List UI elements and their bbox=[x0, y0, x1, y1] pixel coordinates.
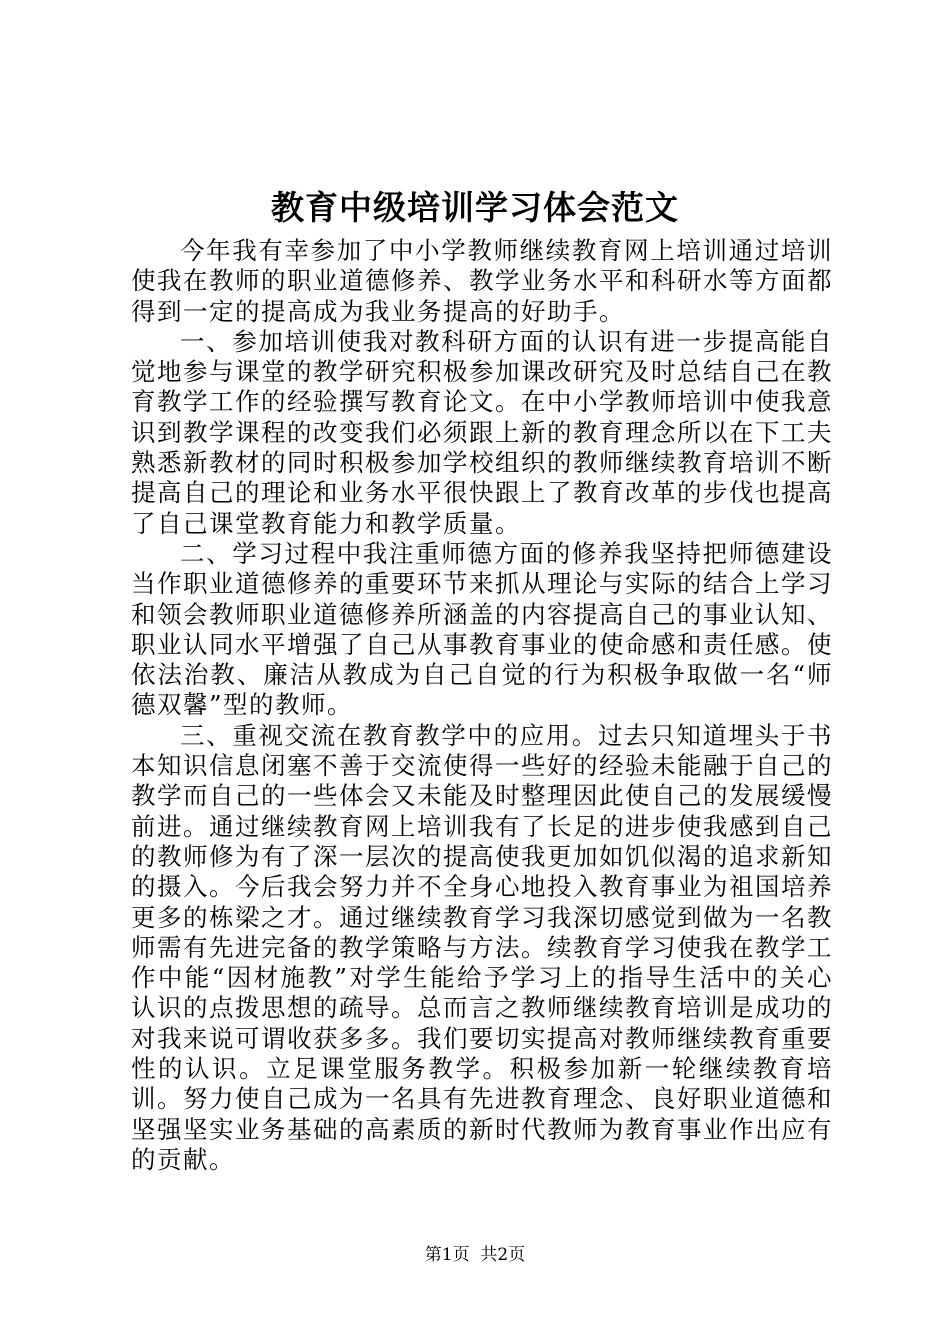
page-number: 第1页 bbox=[424, 1245, 470, 1265]
document-title: 教育中级培训学习体会范文 bbox=[271, 188, 679, 227]
paragraph-section-1: 一、参加培训使我对教科研方面的认识有进一步提高能自觉地参与课堂的教学研究积极参加课改研究及时总结自己在教育教学工作的经验撰写教育论文。在中小学教师培训中使我意识到教学课程的改变我们必须跟上新的教育理念所以在下工夫熟悉新教材的同时积极参加学校组织的教师继续教育培训不断提高自己的理论和业务水平很快跟上了教育改革的步伐也提高了自己课堂教育能力和教学质量。 bbox=[131, 326, 833, 538]
paragraph-intro: 今年我有幸参加了中小学教师继续教育网上培训通过培训使我在教师的职业道德修养、教学业务水平和科研水等方面都得到一定的提高成为我业务提高的好助手。 bbox=[131, 236, 833, 326]
paragraph-section-2: 二、学习过程中我注重师德方面的修养我坚持把师德建设当作职业道德修养的重要环节来抓从理论与实际的结合上学习和领会教师职业道德修养所涵盖的内容提高自己的事业认知、职业认同水平增强了自己从事教育事业的使命感和责任感。使依法治教、廉洁从教成为自己自觉的行为积极争取做一名“师德双馨”型的教师。 bbox=[131, 538, 833, 720]
document-body bbox=[131, 236, 833, 1175]
page-total: 共2页 bbox=[480, 1245, 526, 1265]
paragraph-section-3: 三、重视交流在教育教学中的应用。过去只知道埋头于书本知识信息闭塞不善于交流使得一些好的经验未能融于自己的教学而自己的一些体会又未能及时整理因此使自己的发展缓慢前进。通过继续教育网上培训我有了长足的进步使我感到自己的教师修为有了深一层次的提高使我更加如饥似渴的追求新知的摄入。今后我会努力并不全身心地投入教育事业为祖国培养更多的栋梁之才。通过继续教育学习我深切感觉到做为一名教师需有先进完备的教学策略与方法。续教育学习使我在教学工作中能“因材施教”对学生能给予学习上的指导生活中的关心认识的点拨思想的疏导。总而言之教师继续教育培训是成功的对我来说可谓收获多多。我们要切实提高对教师继续教育重要性的认识。立足课堂服务教学。积极参加新一轮继续教育培训。努力使自己成为一名具有先进教育理念、良好职业道德和坚强坚实业务基础的高素质的新时代教师为教育事业作出应有的贡献。 bbox=[131, 720, 833, 1174]
page-footer bbox=[0, 1244, 950, 1266]
